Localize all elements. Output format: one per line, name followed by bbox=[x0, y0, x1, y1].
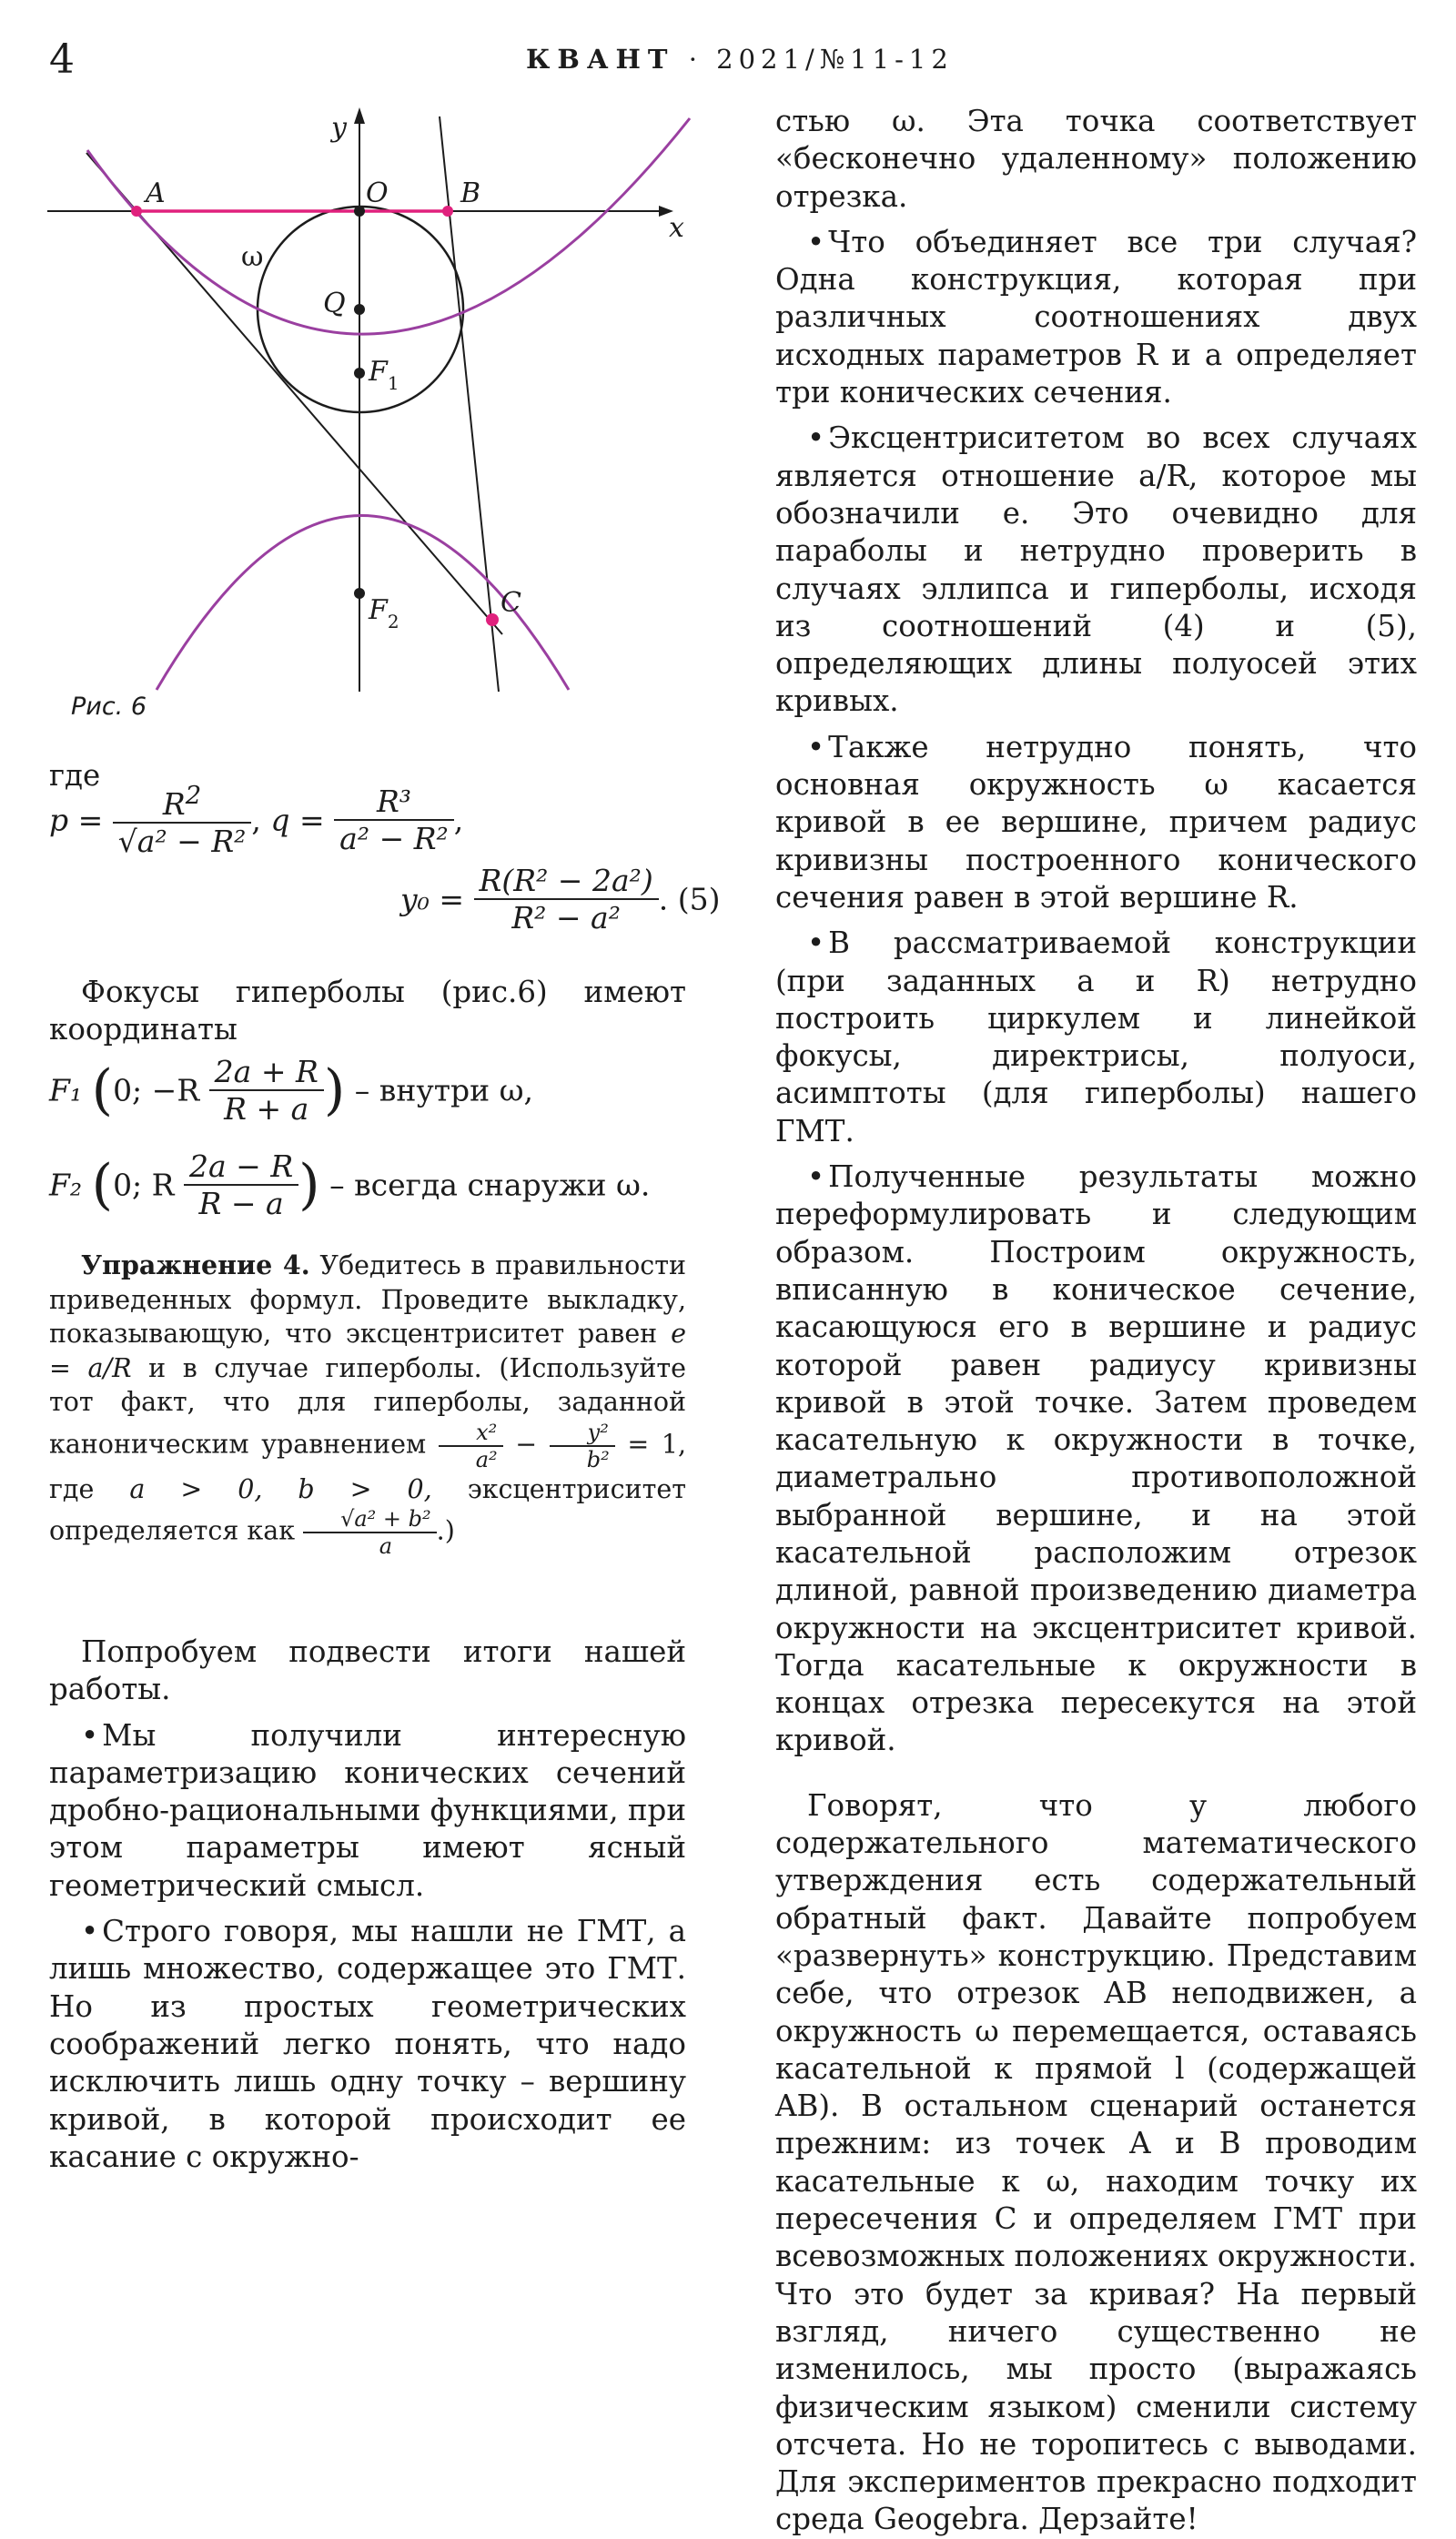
formula-f2: F₂ (0; R $\frac{2a - R}{R - a}$ ) – всегда снаружи ω. bbox=[49, 1148, 651, 1221]
where-text: где bbox=[49, 758, 101, 793]
point-b bbox=[442, 206, 453, 217]
exercise-title: Упражнение 4. bbox=[81, 1249, 310, 1280]
journal-name: КВАНТ bbox=[526, 44, 675, 75]
label-o: O bbox=[366, 177, 389, 209]
label-q: Q bbox=[323, 288, 346, 319]
label-omega: ω bbox=[241, 241, 264, 273]
label-y: y bbox=[331, 112, 347, 144]
point-o bbox=[354, 206, 365, 217]
label-f2: $F_2$ bbox=[369, 594, 399, 632]
point-f2 bbox=[354, 588, 365, 599]
formula-f1: F₁ (0; −R $\frac{2a + R}{R + a}$ ) – внутри ω, bbox=[49, 1054, 533, 1127]
page-number: 4 bbox=[49, 36, 75, 83]
figure-6 bbox=[36, 100, 728, 728]
point-f1 bbox=[354, 368, 365, 379]
y-axis-arrow bbox=[354, 107, 365, 124]
journal-issue: · 2021/№11-12 bbox=[688, 44, 954, 75]
summary-section: Попробуем подвести итоги нашей работы. • Мы получили интересную параметризацию конических сечений дробно-рациональными функциями, при этом параметры имеют ясный геометрический смысл. • Строго говоря, мы нашли не ГМТ, а лишь множество, содержащее это ГМТ. Но из простых геометрических соображений легко понять, что надо исключить лишь одну точку – вершину кривой, в которой происходит ее касание с окружно- bbox=[49, 1634, 686, 2176]
label-x: x bbox=[669, 212, 684, 244]
label-b: B bbox=[460, 177, 481, 209]
journal-header bbox=[526, 44, 954, 75]
point-c bbox=[486, 613, 499, 626]
hyperbola-upper-branch bbox=[87, 118, 690, 334]
right-column: стью ω. Эта точка соответствует «бесконечно удаленному» положению отрезка. • Что объединяет все три случая? Одна конструкция, которая при различных соотношениях двух исходных параметров R и a определяет три конических сечения. • Эксцентриситетом во всех случаях является отношение a/R, которое мы обозначили e. Это очевидно для параболы и нетрудно проверить в случаях эллипса и гиперболы, исходя из соотношений (4) и (5), определяющих длины полуосей этих кривых. • Также нетрудно понять, что основная окружность ω касается кривой в ее вершине, причем радиус кривизны построенного конического сечения равен в этой вершине R. • В рассматриваемой конструкции (при заданных a и R) нетрудно построить циркулем и линейкой фокусы, директрисы, полуоси, асимптоты (для гиперболы) нашего ГМТ. • Полученные результаты можно переформулировать и следующим образом. Построим окружность, вписанную в коническое сечение, касающуюся его в вершине и радиус которой равен радиусу кривизны кривой в этой точке. Затем проведем касательную к окружности в точке, диаметрально противоположной выбранной вершине, и на этой касательной расположим отрезок длиной, равной произведению диаметра окружности на эксцентриситет кривой. Тогда касательные к окружности в концах отрезка пересекутся на этой кривой. Говорят, что у любого содержательного математического утверждения есть содержательный обратный факт. Давайте попробуем «развернуть» конструкцию. Представим себе, что отрезок AB неподвижен, а окружность ω перемещается, оставаясь касательной к прямой l (содержащей AB). В остальном сценарий останется прежним: из точек A и B проводим касательные к ω, находим точку их пересечения C и определяем ГМТ при всевозможных положениях окружности. Что это будет за кривая? На первый взгляд, ничего существенно не изменилось, мы просто (выражаясь физическим языком) сменили систему отсчета. Но не торопитесь с выводами. Для экспериментов прекрасно подходит среда Geogebra. Дерзайте! bbox=[775, 103, 1417, 2539]
figure-caption: Рис. 6 bbox=[71, 693, 147, 721]
label-a: A bbox=[146, 177, 166, 209]
label-f1: $F_1$ bbox=[369, 356, 399, 394]
exercise-4: Упражнение 4. Убедитесь в правильности приведенных формул. Проведите выкладку, показывающую, что эксцентриситет равен e = a/R и в случае гиперболы. (Используйте тот факт, что для гиперболы, заданной каноническим уравнением $\frac{\text{x²}}{\text{a²}}$ − $\frac{\text{y²}}{\text{b²}}$ = 1, где a > 0, b > 0, эксцентриситет определяется как $\frac{\text{√a² + b²}}{a}$ .) bbox=[49, 1249, 687, 1559]
label-c: C bbox=[500, 587, 521, 619]
formula-p-q: p = $\frac{R^2}{\text{√a² − R²}}$ , q = $\frac{\text{R³}}{\text{a² − R²}}$ , bbox=[49, 781, 464, 859]
formula-y0: y₀ = $\frac{\text{R(R² − 2a²)}}{\text{R² − a²}}$ . (5) bbox=[400, 863, 721, 936]
foci-intro: Фокусы гиперболы (рис.6) имеют координаты bbox=[49, 975, 686, 1047]
point-a bbox=[131, 206, 142, 217]
point-q bbox=[354, 304, 365, 315]
